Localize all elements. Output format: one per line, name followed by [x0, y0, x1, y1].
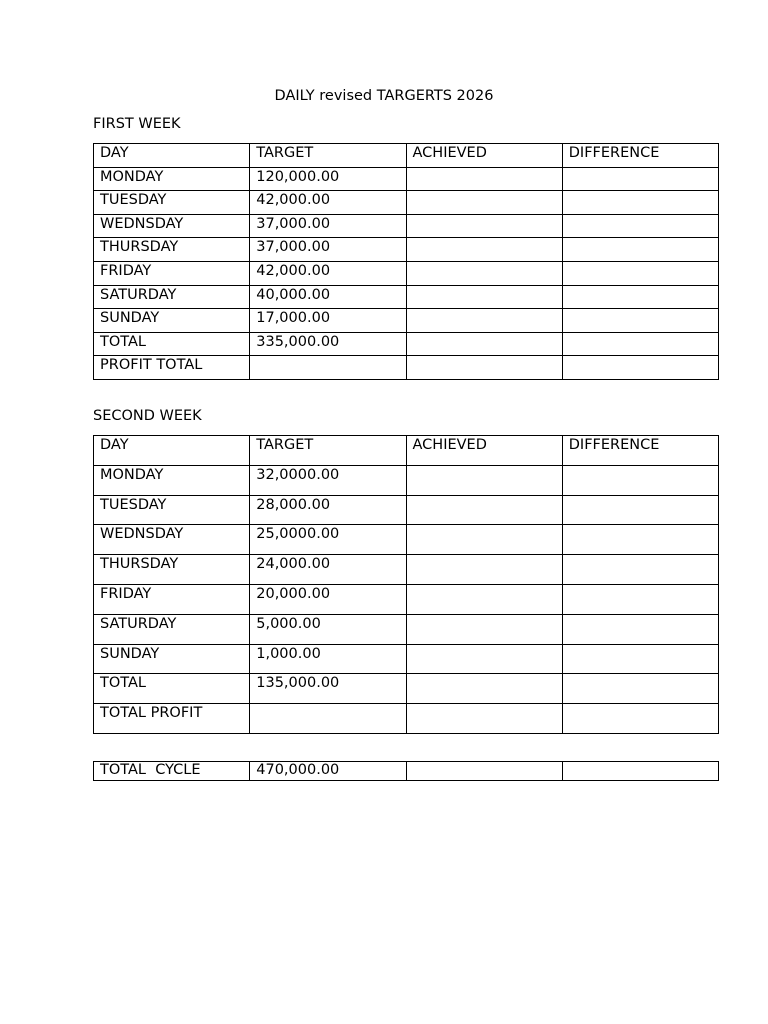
target-cell: 20,000.00	[250, 584, 406, 614]
day-cell: PROFIT TOTAL	[94, 356, 250, 380]
difference-cell	[562, 332, 718, 356]
day-cell: THURSDAY	[94, 238, 250, 262]
day-cell: TOTAL	[94, 674, 250, 704]
table-row	[94, 309, 719, 333]
header-target: TARGET	[250, 436, 406, 466]
target-cell: 42,000.00	[250, 261, 406, 285]
target-cell: 40,000.00	[250, 285, 406, 309]
difference-cell	[562, 674, 718, 704]
table-header-row	[94, 436, 719, 466]
second-week-rows	[94, 465, 719, 733]
table-row	[94, 238, 719, 262]
first-week-rows	[94, 167, 719, 379]
cycle-target-cell: 470,000.00	[250, 762, 406, 781]
difference-cell	[562, 495, 718, 525]
day-cell: WEDNSDAY	[94, 214, 250, 238]
day-cell: MONDAY	[94, 465, 250, 495]
target-cell	[250, 704, 406, 734]
difference-cell	[562, 704, 718, 734]
difference-cell	[562, 191, 718, 215]
achieved-cell	[406, 332, 562, 356]
achieved-cell	[406, 261, 562, 285]
day-cell: SUNDAY	[94, 309, 250, 333]
second-week-table	[93, 435, 719, 734]
target-cell: 120,000.00	[250, 167, 406, 191]
target-cell	[250, 356, 406, 380]
difference-cell	[562, 309, 718, 333]
header-achieved: ACHIEVED	[406, 436, 562, 466]
table-row	[94, 261, 719, 285]
achieved-cell	[406, 167, 562, 191]
difference-cell	[562, 525, 718, 555]
table-row	[94, 704, 719, 734]
target-cell: 24,000.00	[250, 555, 406, 585]
day-cell: THURSDAY	[94, 555, 250, 585]
day-cell: TOTAL	[94, 332, 250, 356]
table-row	[94, 614, 719, 644]
table-row	[94, 762, 719, 781]
day-cell: SATURDAY	[94, 614, 250, 644]
difference-cell	[562, 356, 718, 380]
table-row	[94, 495, 719, 525]
header-day: DAY	[94, 436, 250, 466]
target-cell: 37,000.00	[250, 238, 406, 262]
difference-cell	[562, 465, 718, 495]
achieved-cell	[406, 644, 562, 674]
achieved-cell	[406, 555, 562, 585]
table-row	[94, 285, 719, 309]
target-cell: 32,0000.00	[250, 465, 406, 495]
cycle-label-cell: TOTAL CYCLE	[94, 762, 250, 781]
difference-cell	[562, 555, 718, 585]
header-achieved: ACHIEVED	[406, 144, 562, 168]
achieved-cell	[406, 356, 562, 380]
achieved-cell	[406, 704, 562, 734]
second-week-heading: SECOND WEEK	[93, 408, 202, 424]
table-row	[94, 584, 719, 614]
achieved-cell	[406, 495, 562, 525]
achieved-cell	[406, 465, 562, 495]
achieved-cell	[406, 525, 562, 555]
day-cell: FRIDAY	[94, 261, 250, 285]
table-row	[94, 167, 719, 191]
document-title: DAILY revised TARGERTS 2026	[274, 88, 494, 104]
table-row	[94, 191, 719, 215]
achieved-cell	[406, 191, 562, 215]
achieved-cell	[406, 674, 562, 704]
achieved-cell	[406, 584, 562, 614]
difference-cell	[562, 261, 718, 285]
header-difference: DIFFERENCE	[562, 144, 718, 168]
difference-cell	[562, 584, 718, 614]
total-cycle-table	[93, 761, 719, 781]
difference-cell	[562, 614, 718, 644]
target-cell: 25,0000.00	[250, 525, 406, 555]
first-week-table	[93, 143, 719, 380]
table-row	[94, 555, 719, 585]
table-row	[94, 214, 719, 238]
day-cell: TUESDAY	[94, 191, 250, 215]
cycle-difference-cell	[562, 762, 718, 781]
day-cell: FRIDAY	[94, 584, 250, 614]
target-cell: 5,000.00	[250, 614, 406, 644]
difference-cell	[562, 285, 718, 309]
achieved-cell	[406, 285, 562, 309]
difference-cell	[562, 167, 718, 191]
table-row	[94, 465, 719, 495]
target-cell: 17,000.00	[250, 309, 406, 333]
achieved-cell	[406, 614, 562, 644]
header-day: DAY	[94, 144, 250, 168]
achieved-cell	[406, 214, 562, 238]
table-row	[94, 356, 719, 380]
header-difference: DIFFERENCE	[562, 436, 718, 466]
table-row	[94, 674, 719, 704]
target-cell: 135,000.00	[250, 674, 406, 704]
table-row	[94, 644, 719, 674]
achieved-cell	[406, 309, 562, 333]
day-cell: WEDNSDAY	[94, 525, 250, 555]
day-cell: MONDAY	[94, 167, 250, 191]
target-cell: 28,000.00	[250, 495, 406, 525]
day-cell: TOTAL PROFIT	[94, 704, 250, 734]
table-header-row	[94, 144, 719, 168]
target-cell: 1,000.00	[250, 644, 406, 674]
target-cell: 42,000.00	[250, 191, 406, 215]
difference-cell	[562, 644, 718, 674]
difference-cell	[562, 238, 718, 262]
day-cell: SUNDAY	[94, 644, 250, 674]
achieved-cell	[406, 238, 562, 262]
target-cell: 335,000.00	[250, 332, 406, 356]
day-cell: SATURDAY	[94, 285, 250, 309]
table-row	[94, 332, 719, 356]
table-row	[94, 525, 719, 555]
target-cell: 37,000.00	[250, 214, 406, 238]
header-target: TARGET	[250, 144, 406, 168]
difference-cell	[562, 214, 718, 238]
first-week-heading: FIRST WEEK	[93, 116, 181, 132]
cycle-achieved-cell	[406, 762, 562, 781]
day-cell: TUESDAY	[94, 495, 250, 525]
